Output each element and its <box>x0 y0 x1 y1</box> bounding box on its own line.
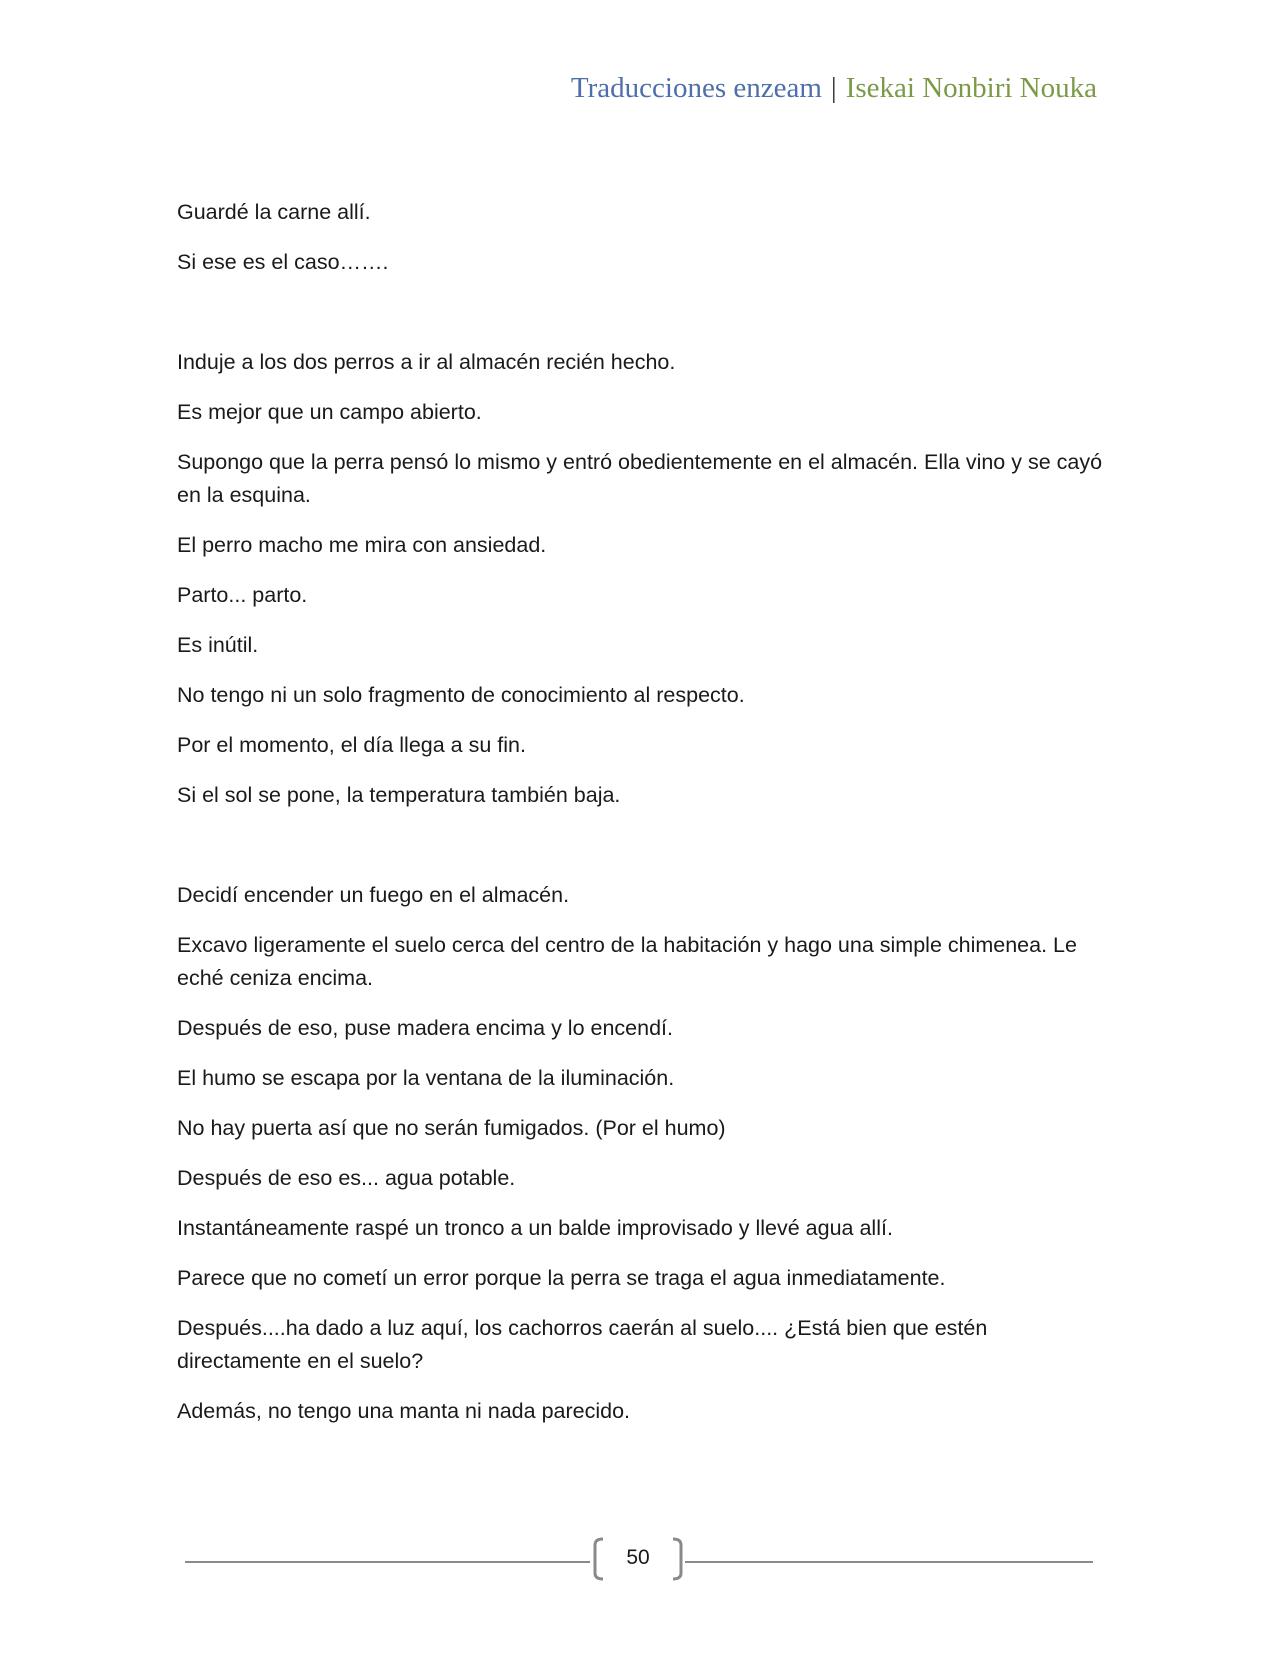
header-novel-title: Isekai Nonbiri Nouka <box>845 72 1097 104</box>
paragraph: Parece que no cometí un error porque la perra se traga el agua inmediatamente. <box>177 1266 946 1290</box>
paragraph: Es mejor que un campo abierto. <box>177 400 482 424</box>
paragraph: No hay puerta así que no serán fumigados. (Por el humo) <box>177 1116 726 1140</box>
paragraph: Después....ha dado a luz aquí, los cachorros caerán al suelo.... ¿Está bien que estén directamente en el suelo? <box>177 1316 988 1373</box>
paragraph: Instantáneamente raspé un tronco a un balde improvisado y llevé agua allí. <box>177 1216 893 1240</box>
paragraph: No tengo ni un solo fragmento de conocimiento al respecto. <box>177 683 745 707</box>
paragraph: Guardé la carne allí. <box>177 200 371 224</box>
page-body <box>177 196 1107 1445</box>
header-site-name: Traducciones enzeam <box>570 72 822 104</box>
paragraph: Además, no tengo una manta ni nada parecido. <box>177 1399 631 1423</box>
page-footer <box>185 1537 1093 1585</box>
page-header <box>571 72 1097 105</box>
paragraph: Excavo ligeramente el suelo cerca del centro de la habitación y hago una simple chimenea. Le eché ceniza encima. <box>177 933 1077 990</box>
paragraph: Después de eso, puse madera encima y lo encendí. <box>177 1016 673 1040</box>
paragraph: Induje a los dos perros a ir al almacén recién hecho. <box>177 350 676 374</box>
paragraph: Parto... parto. <box>177 583 308 607</box>
paragraph-gap <box>177 829 1107 879</box>
paragraph-gap <box>177 296 1107 346</box>
paragraph: Decidí encender un fuego en el almacén. <box>177 883 570 907</box>
paragraph: Después de eso es... agua potable. <box>177 1166 516 1190</box>
paragraph: Por el momento, el día llega a su fin. <box>177 733 526 757</box>
paragraph: Si el sol se pone, la temperatura también baja. <box>177 783 621 807</box>
paragraph: Es inútil. <box>177 633 259 657</box>
left-bracket-icon <box>591 1537 605 1581</box>
paragraph: El perro macho me mira con ansiedad. <box>177 533 547 557</box>
footer-rule-left <box>185 1561 590 1563</box>
right-bracket-icon <box>671 1537 685 1581</box>
header-separator: | <box>830 72 837 104</box>
footer-rule-right <box>685 1561 1093 1563</box>
paragraph: El humo se escapa por la ventana de la iluminación. <box>177 1066 675 1090</box>
paragraph: Si ese es el caso……. <box>177 250 389 274</box>
page-number: 50 <box>626 1546 650 1569</box>
paragraph: Supongo que la perra pensó lo mismo y entró obedientemente en el almacén. Ella vino y se cayó en la esquina. <box>177 450 1103 507</box>
